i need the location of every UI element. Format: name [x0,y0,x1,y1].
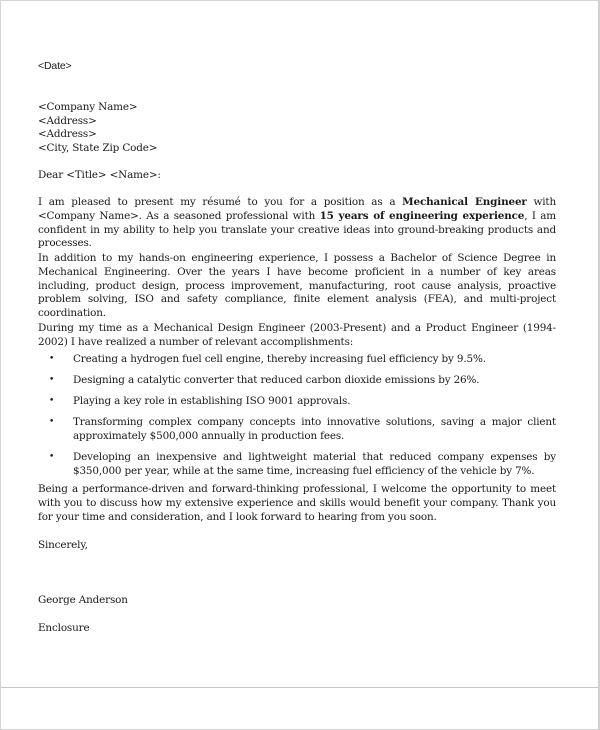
list-item [38,353,556,367]
bullet-icon: • [49,416,55,427]
intro-position-title: Mechanical Engineer [402,196,527,208]
intro-experience-years: 15 years of engineering experience [319,209,525,222]
bullet-icon: • [49,354,55,364]
accomplishment-text: Designing a catalytic converter that reduced carbon dioxide emissions by 26%. [73,373,480,386]
recipient-address-line-1: <Address> [38,114,97,127]
accomplishment-text: Playing a key role in establishing ISO 9001 approvals. [73,394,351,407]
recipient-address-block [38,101,157,155]
recipient-address-line-2: <Address> [38,128,97,141]
signer-name: George Anderson [38,594,128,606]
accomplishment-text: Transforming complex company concepts into innovative solutions, saving a major client approximately $500,000 annually in production fees. [73,415,556,442]
bullet-icon: • [49,451,55,462]
closing-salutation: Sincerely, [38,539,88,551]
accomplishments-list [38,353,556,486]
accomplishment-text: Developing an inexpensive and lightweight material that reduced company expenses by $350,000 per year, while at the same time, increasing fuel efficiency of the vehicle by 7%. [73,450,556,477]
intro-text-c: , I am confident in my ability to help you translate your creative ideas into ground-breaking products and processes. [38,209,556,250]
intro-paragraph [38,196,556,251]
accomplishment-text: Creating a hydrogen fuel cell engine, thereby increasing fuel efficiency by 9.5%. [73,353,486,365]
letter-date: <Date> [38,60,72,72]
experience-paragraph: During my time as a Mechanical Design Engineer (2003-Present) and a Product Engineer (1994-2002) I have realized a number of relevant accomplishments: [38,322,556,348]
recipient-company: <Company Name> [38,101,138,113]
bullet-icon: • [49,395,55,406]
page-footer-divider [1,687,598,688]
enclosure-note: Enclosure [38,622,90,634]
list-item [38,416,556,444]
intro-text-b: with <Company Name>. As a seasoned professional with [38,196,556,222]
list-item [38,451,556,479]
intro-text-a: I am pleased to present my résumé to you for a position as a [38,196,403,208]
list-item [38,374,556,388]
recipient-city-state-zip: <City, State Zip Code> [38,141,158,154]
list-item [38,395,556,409]
bullet-icon: • [49,374,55,385]
salutation: Dear <Title> <Name>: [38,169,161,181]
qualifications-paragraph: In addition to my hands-on engineering experience, I possess a Bachelor of Science Degree in Mechanical Engineering. Over the years I have become proficient in a number of key areas including, product design, process improvement, manufacturing, root cause analysis, proactive problem solving, ISO and safety compliance, finite element analysis (FEA), and multi-project coordination. [38,252,556,320]
closing-paragraph: Being a performance-driven and forward-thinking professional, I welcome the opportunity to meet with you to discuss how my extensive experience and skills would benefit your company. Thank you for your time and consideration, and I look forward to hearing from you soon. [38,483,556,523]
